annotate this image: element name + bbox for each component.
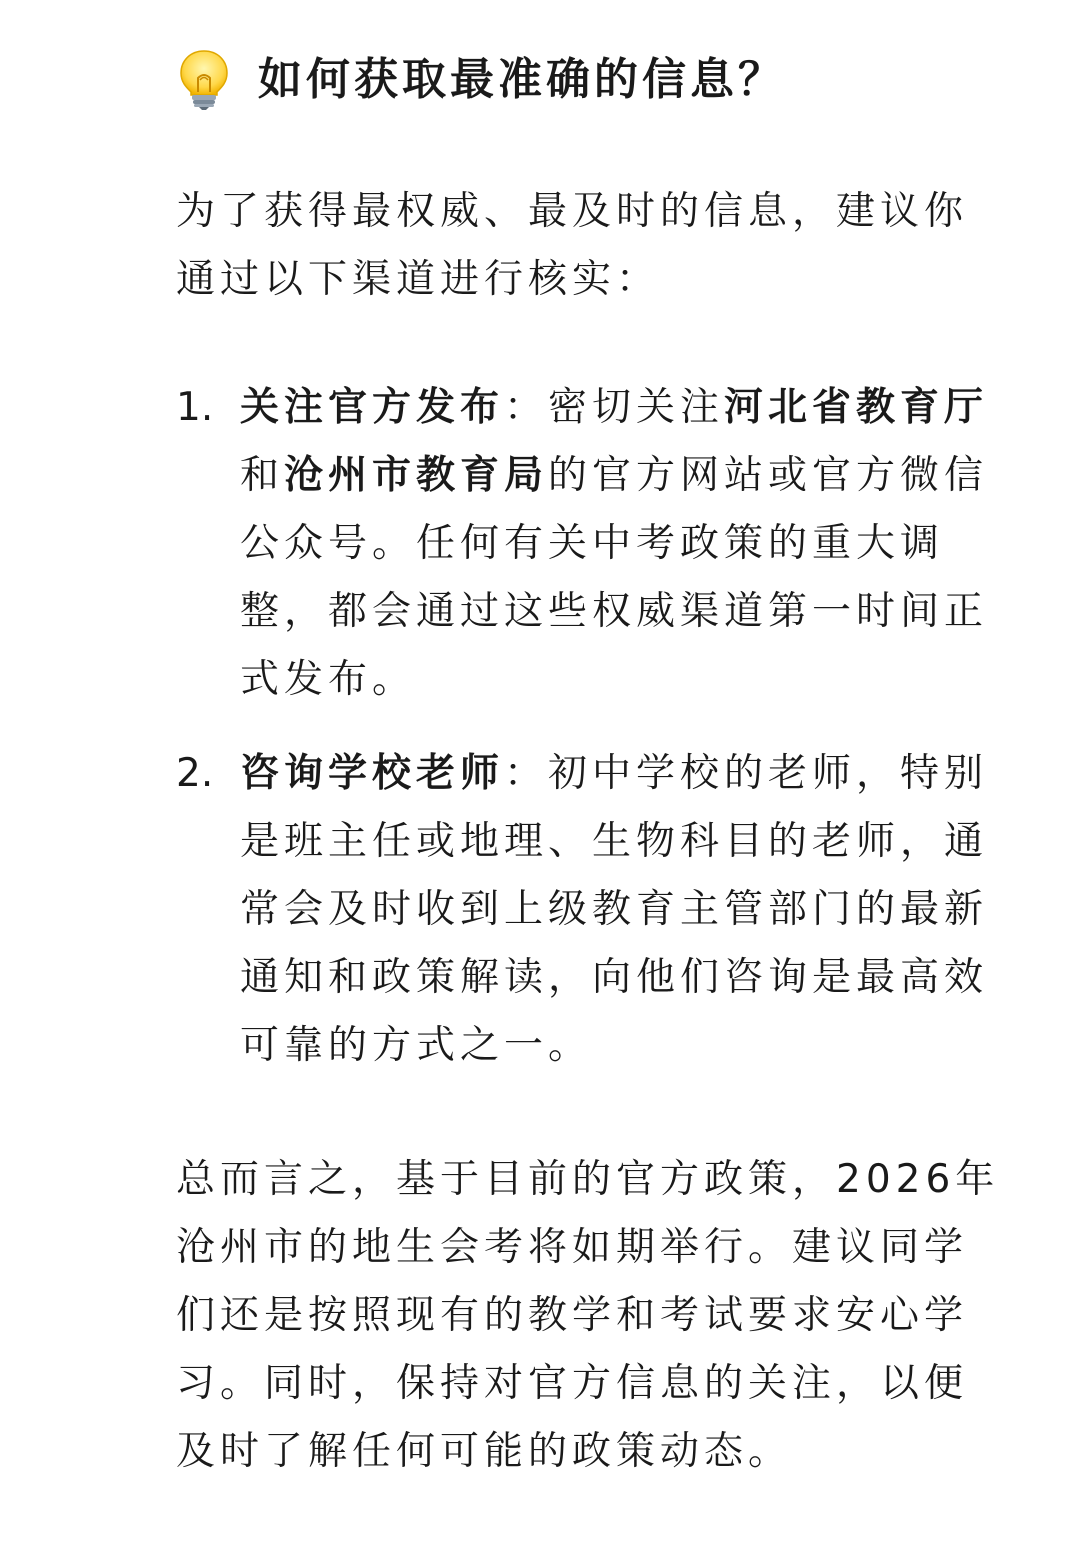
list-item-title: 咨询学校老师 (240, 751, 505, 796)
list-item-text: 的官方网站或官方微信公众号。任何有关中考政策的重大调整，都会通过这些权威渠道第一时间正式发布。 (240, 453, 989, 702)
list-item-title: 关注官方发布 (240, 385, 505, 430)
lightbulb-icon (176, 48, 232, 112)
intro-paragraph: 为了获得最权威、最及时的信息，建议你通过以下渠道进行核实： (176, 189, 969, 302)
list-item (176, 374, 1016, 714)
list-item-colon: ： (504, 751, 549, 796)
list-item-text: 密切关注 (548, 385, 725, 430)
ordered-list (176, 374, 1016, 1080)
list-item-colon: ： (504, 385, 549, 430)
bold-org-name: 河北省教育厅 (724, 385, 989, 430)
list-item-number: 2. (176, 751, 214, 796)
heading-title: 如何获取最准确的信息？ (258, 54, 786, 105)
bold-org-name: 沧州市教育局 (284, 453, 549, 498)
list-item-body (240, 740, 1016, 1080)
list-item-text: 初中学校的老师，特别是班主任或地理、生物科目的老师，通常会及时收到上级教育主管部门的最新通知和政策解读，向他们咨询是最高效可靠的方式之一。 (240, 751, 989, 1068)
list-item-text: 和 (240, 453, 285, 498)
document-page (176, 40, 1016, 1486)
list-item-body (240, 374, 1016, 714)
section-heading (176, 40, 1016, 120)
list-item (176, 740, 1016, 1080)
list-item-number: 1. (176, 385, 214, 430)
summary-paragraph: 总而言之，基于目前的官方政策，2026年沧州市的地生会考将如期举行。建议同学们还是按照现有的教学和考试要求安心学习。同时，保持对官方信息的关注，以便及时了解任何可能的政策动态。 (176, 1157, 1000, 1474)
